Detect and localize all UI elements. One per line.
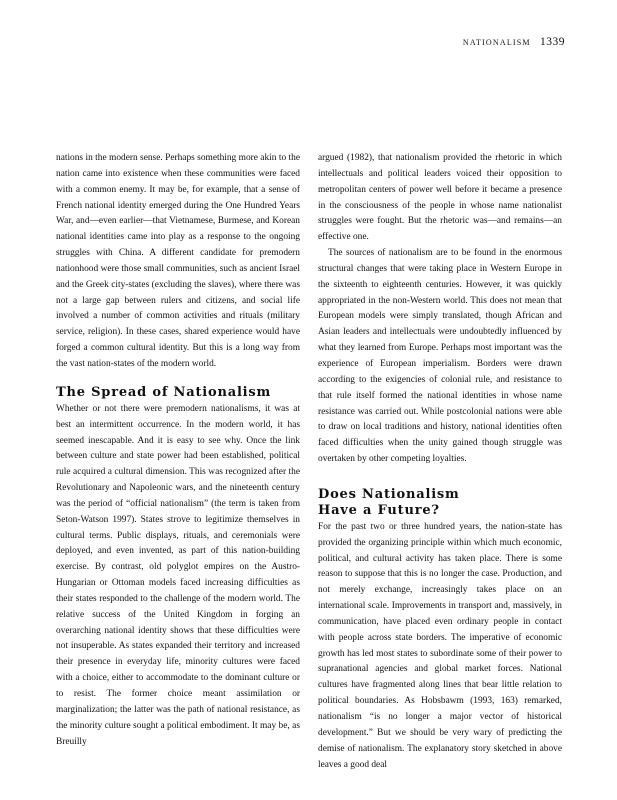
section-heading-does-nationalism-have-a-future [318, 487, 562, 519]
paragraph: The sources of nationalism are to be found in the enormous structural changes that were taking place in Western Europe in the sixteenth to eighteenth centuries. However, it was quickly appropriated in the non-Western world. This does not mean that European models were simply translated, though African and Asian leaders and intellectuals were undoubtedly influenced by what they learned from Europe. Perhaps most important was the experience of European imperialism. Borders were drawn according to the exigencies of colonial rule, and resistance to that rule itself formed the national identities in whose name resistance was carried out. While postcolonial nations were able to draw on local traditions and history, national identities often faced difficulties when the unity gained though struggle was overtaken by other competing loyalties. [318, 248, 562, 465]
heading-line: Have a Future? [318, 502, 440, 518]
paragraph: argued (1982), that nationalism provided the rhetoric in which intellectuals and political leaders voiced their opposition to metropolitan centers of power well before it became a presence in the consciousness of the people in whose name nationalist struggles were fought. But the rhetoric was—and remains—an effective one. [318, 153, 562, 243]
paragraph: Whether or not there were premodern nationalisms, it was at best an intermittent occurrence. In the modern world, it has seemed inescapable. And it is easy to see why. Once the link between culture and state power had been established, political rule acquired a cultural dimension. This was recognized after the Revolutionary and Napoleonic wars, and the nineteenth century was the period of “official nationalism” (the term is taken from Seton-Watson 1997). States strove to legitimize themselves in cultural terms. Public displays, rituals, and ceremonials were deployed, and even invented, as part of this nation-building exercise. By contrast, old polyglot empires on the Austro-Hungarian or Ottoman models faced increasing difficulties as their states responded to the challenge of the modern world. The relative success of the United Kingdom in forging an overarching national identity shows that these difficulties were not insuperable. As states expanded their territory and increased their presence in everyday life, minority cultures were faced with a choice, either to accommodate to the dominant culture or to resist. The former choice meant assimilation or marginalization; the latter was the path of national resistance, as the minority culture sought a political embodiment. It may be, as Breuilly [56, 403, 300, 747]
running-title: nationalism [462, 36, 531, 48]
page-header [463, 36, 565, 48]
paragraph: For the past two or three hundred years, the nation-state has provided the organizing principle within which much economic, political, and cultural activity has taken place. There is some reason to suppose that this is no longer the case. Production, and not merely exchange, increasingly takes place on an international scale. Improvements in transport and, massively, in communication, have placed even ordinary people in contact with people across state borders. The imperative of economic growth has led most states to subordinate some of their power to supranational agencies and global market forces. National cultures have fragmented along lines that bear little relation to political boundaries. As Hobsbawm (1993, 163) remarked, nationalism “is no longer a major vector of historical development.” But we should be very wary of predicting the demise of nationalism. The explanatory story sketched in above leaves a good deal [318, 521, 562, 770]
right-column [318, 151, 562, 773]
left-column [56, 151, 300, 750]
paragraph: nations in the modern sense. Perhaps something more akin to the nation came into existence when these communities were faced with a common enemy. It may be, for example, that a sense of French national identity emerged during the One Hundred Years War, and—even earlier—that Vietnamese, Burmese, and Korean national identities came into play as a response to the ongoing struggles with China. A different candidate for premodern nationhood were those small communities, such as ancient Israel and the Greek city-states (excluding the slaves), where there was not a large gap between rulers and citizens, and social life involved a number of common activities and rituals (military service, religion). In these cases, shared experience would have forged a common cultural identity. But this is a long way from the vast nation-states of the modern world. [56, 153, 300, 369]
page-number: 1339 [540, 36, 565, 48]
section-heading-spread-of-nationalism: The Spread of Nationalism [56, 384, 272, 400]
heading-line: Does Nationalism [318, 486, 460, 502]
